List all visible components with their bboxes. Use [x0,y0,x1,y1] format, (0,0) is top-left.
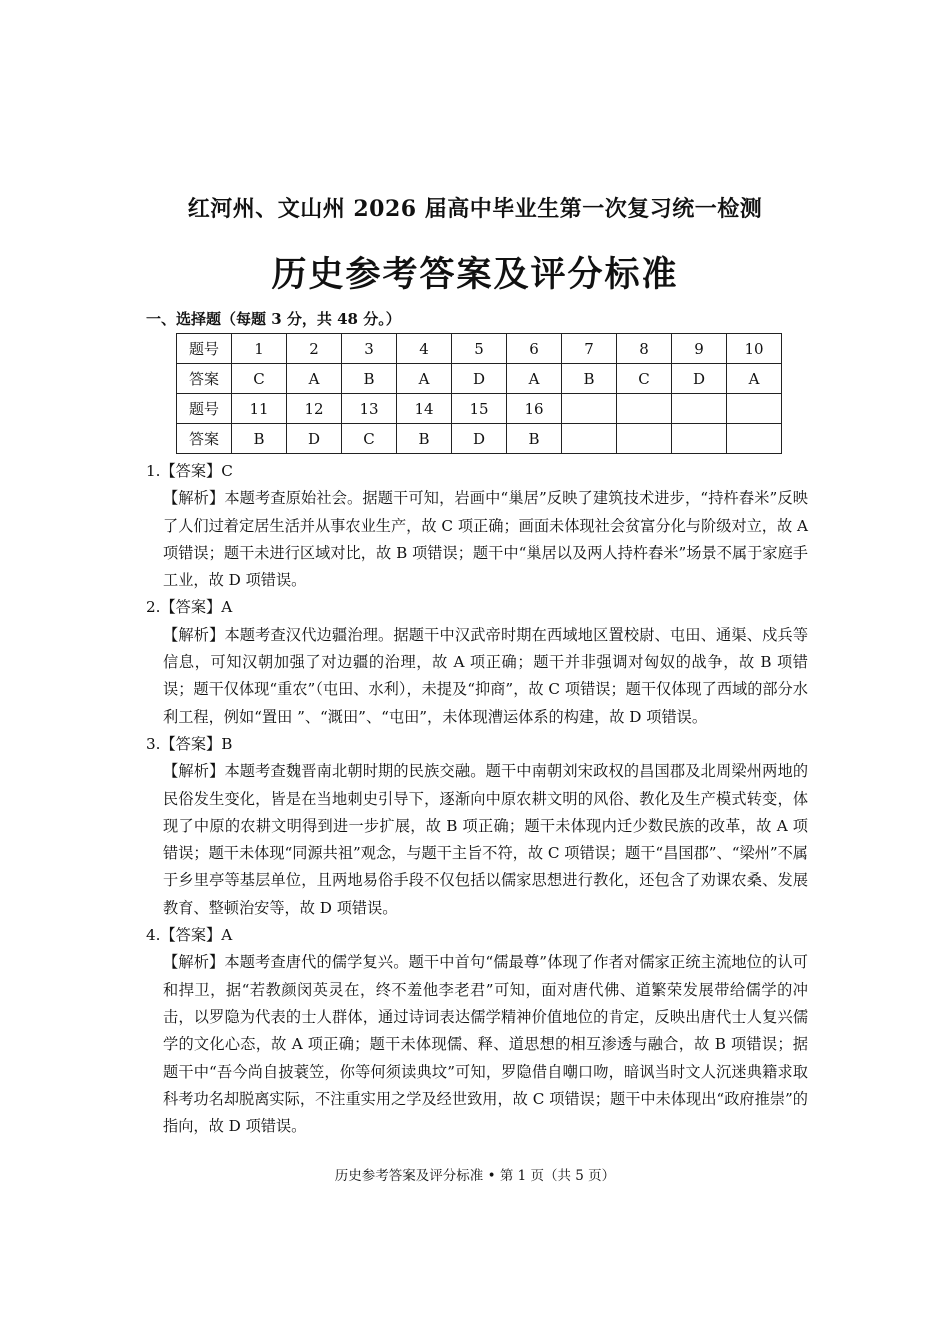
table-cell: 6 [507,334,562,364]
table-row [177,364,782,394]
table-cell: D [672,364,727,394]
exam-title: 红河州、文山州 2026 届高中毕业生第一次复习统一检测 [187,196,763,222]
table-cell: C [232,364,287,394]
table-cell: B [507,424,562,454]
page-title: 历史参考答案及评分标准 [271,254,679,295]
page-footer: 历史参考答案及评分标准 • 第 1 页（共 5 页） [334,1168,616,1184]
table-cell [672,424,727,454]
table-cell: B [397,424,452,454]
explanation-paragraph: 【解析】本题考查汉代边疆治理。据题干中汉武帝时期在西域地区置校尉、屯田、通渠、戍兵等信息，可知汉朝加强了对边疆的治理，故 A 项正确；题干并非强调对匈奴的战争，故 B 项错误；题干仅体现“重农”（屯田、水利），未提及“抑商”，故 C 项错误；题干仅体现了西域的部分水利工程，例如“置田 ”、“溉田”、“屯田”，未体现漕运体系的构建，故 D 项错误。 [163,625,808,726]
table-cell: 7 [562,334,617,364]
table-cell [617,394,672,424]
table-cell [727,394,782,424]
answer-explanations [146,458,808,1140]
table-cell: D [452,364,507,394]
table-cell: C [617,364,672,394]
table-cell [617,424,672,454]
table-cell: 3 [342,334,397,364]
row-label: 题号 [177,334,232,364]
table-cell: A [507,364,562,394]
table-cell: A [727,364,782,394]
table-cell: A [397,364,452,394]
table-cell: 1 [232,334,287,364]
table-cell [562,394,617,424]
table-row [177,424,782,454]
table-cell: A [287,364,342,394]
explanation-paragraph: 【解析】本题考查魏晋南北朝时期的民族交融。题干中南朝刘宋政权的昌国郡及北周梁州两地的民俗发生变化，皆是在当地刺史引导下，逐渐向中原农耕文明的风俗、教化及生产模式转变，体现了中原的农耕文明得到进一步扩展，故 B 项正确；题干未体现内迁少数民族的改革，故 A 项错误；题干未体现“同源共祖”观念，与题干主旨不符，故 C 项错误；题干“昌国郡”、“梁州”不属于乡里亭等基层单位，且两地易俗手段不仅包括以儒家思想进行教化，还包含了劝课农桑、发展教育、整顿治安等，故 D 项错误。 [163,762,808,917]
answer-table [176,333,782,454]
table-cell: B [342,364,397,394]
table-cell: B [562,364,617,394]
table-cell: 4 [397,334,452,364]
row-label: 题号 [177,394,232,424]
answer-line: 4.【答案】A [146,926,233,945]
row-label: 答案 [177,424,232,454]
row-label: 答案 [177,364,232,394]
section-heading: 一、选择题（每题 3 分，共 48 分。） [146,310,401,328]
table-cell: D [287,424,342,454]
table-cell: 13 [342,394,397,424]
table-cell [672,394,727,424]
answer-line: 3.【答案】B [146,734,233,753]
answer-line: 1.【答案】C [146,462,233,480]
table-cell [562,424,617,454]
table-cell: 14 [397,394,452,424]
table-cell [727,424,782,454]
table-cell: 10 [727,334,782,364]
table-cell: 15 [452,394,507,424]
table-cell: 12 [287,394,342,424]
answer-line: 2.【答案】A [146,598,233,617]
table-cell: 5 [452,334,507,364]
table-cell: D [452,424,507,454]
explanation-paragraph: 【解析】本题考查原始社会。据题干可知，岩画中“巢居”反映了建筑技术进步，“持杵舂米”反映了人们过着定居生活并从事农业生产，故 C 项正确；画面未体现社会贫富分化与阶级对立，故 A 项错误；题干未进行区域对比，故 B 项错误；题干中“巢居以及两人持杵舂米”场景不属于家庭手工业，故 D 项错误。 [163,489,808,590]
table-row [177,394,782,424]
table-cell: 11 [232,394,287,424]
table-cell: 16 [507,394,562,424]
table-cell: 9 [672,334,727,364]
table-row [177,334,782,364]
table-cell: C [342,424,397,454]
explanation-paragraph: 【解析】本题考查唐代的儒学复兴。题干中首句“儒最尊”体现了作者对儒家正统主流地位的认可和捍卫，据“若教颜闵英灵在，终不羞他李老君”可知，面对唐代佛、道繁荣发展带给儒学的冲击，以罗隐为代表的士人群体，通过诗词表达儒学精神价值地位的肯定，反映出唐代士人复兴儒学的文化心态，故 A 项正确；题干未体现儒、释、道思想的相互渗透与融合，故 B 项错误；据题干中“吾今尚自披蓑笠，你等何须读典坟”可知，罗隐借自嘲口吻，暗讽当时文人沉迷典籍求取科考功名却脱离实际，不注重实用之学及经世致用，故 C 项错误；题干中未体现出“政府推崇”的指向，故 D 项错误。 [163,953,808,1136]
table-cell: 2 [287,334,342,364]
table-cell: 8 [617,334,672,364]
table-cell: B [232,424,287,454]
